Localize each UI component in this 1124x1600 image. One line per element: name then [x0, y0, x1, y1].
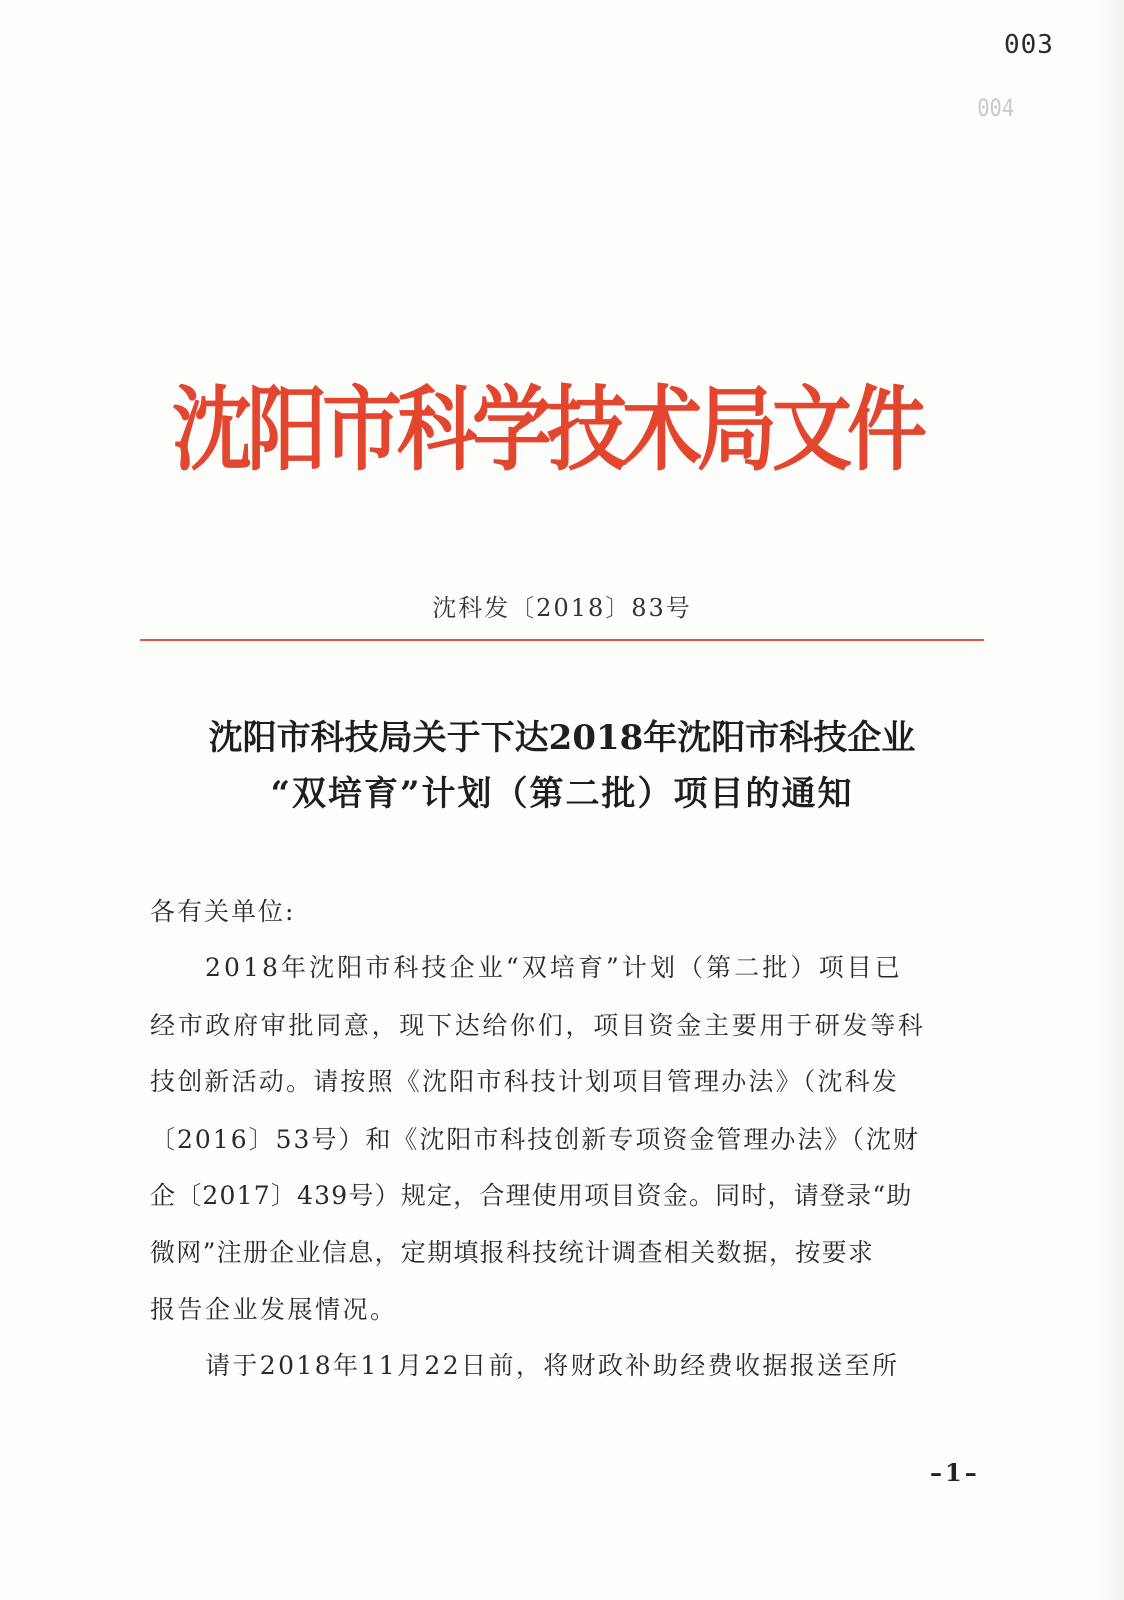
- body-line-2: 经市政府审批同意，现下达给你们，项目资金主要用于研发等科: [150, 1011, 926, 1040]
- page-number: –1–: [930, 1458, 980, 1487]
- body-line-5: 企〔2017〕439号）规定，合理使用项目资金。同时，请登录“助: [150, 1181, 913, 1210]
- document-number: 沈科发〔2018〕83号: [432, 594, 692, 622]
- page-id-stamp: 003: [1004, 30, 1054, 60]
- body-line-3: 技创新活动。请按照《沈阳市科技计划项目管理办法》（沈科发: [150, 1067, 900, 1096]
- body-line-6: 微网”注册企业信息，定期填报科技统计调查相关数据，按要求: [150, 1238, 875, 1267]
- faded-page-id-stamp: 004: [977, 94, 1015, 122]
- red-divider-rule: [140, 639, 984, 641]
- notice-title-line-2: “双培育”计划（第二批）项目的通知: [270, 774, 854, 814]
- notice-title-line-1: 沈阳市科技局关于下达2018年沈阳市科技企业: [208, 718, 916, 758]
- issuer-masthead: 沈阳市科学技术局文件: [172, 376, 922, 484]
- body-line-8: 请于2018年11月22日前，将财政补助经费收据报送至所: [205, 1351, 900, 1380]
- body-line-7: 报告企业发展情况。: [150, 1295, 398, 1324]
- body-line-4: 〔2016〕53号）和《沈阳市科技创新专项资金管理办法》（沈财: [150, 1125, 920, 1154]
- salutation: 各有关单位:: [150, 897, 296, 926]
- body-line-1: 2018年沈阳市科技企业“双培育”计划（第二批）项目已: [205, 953, 903, 982]
